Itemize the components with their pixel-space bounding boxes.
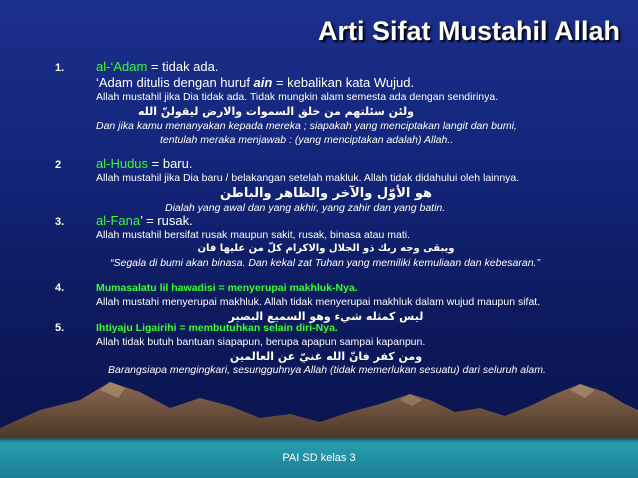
mumasalatu-arabic-verse: ليس كمثله شيء وهو السميع البصير (228, 310, 424, 323)
term-hudus: al-Hudus (96, 156, 149, 171)
item-heading-4: Mumasalatu lil hawadisi = menyerupai makhluk-Nya. (96, 282, 358, 294)
ihtiyaju-arabic-verse: ومن كفر فانّ الله غنيّ عن العالمين (229, 350, 423, 363)
ihtiyaju-translation: Barangsiapa mengingkari, sesungguhnya Allah (tidak memerlukan sesuatu) dari seluruh alam. (108, 364, 546, 376)
item-number-3: 3. (55, 216, 65, 228)
item-number-2: 2 (55, 159, 62, 171)
hudus-translation: Dialah yang awal dan yang akhir, yang zahir dan yang batin. (165, 202, 446, 214)
fana-translation: “Segala di bumi akan binasa. Dan kekal zat Tuhan yang memiliki kemuliaan dan kebesaran.” (110, 257, 540, 269)
ihtiyaju-description: Allah tidak butuh bantuan siapapun, berupa apapun sampai kapanpun. (96, 336, 426, 348)
item-number-4: 4. (55, 282, 65, 294)
adam-explanation-ain: ain (253, 75, 273, 90)
term-adam: al-‘Adam (96, 59, 148, 74)
hudus-description: Allah mustahil jika Dia baru / belakangan setelah makluk. Allah tidak didahului oleh lainnya. (96, 172, 520, 184)
slide-title: Arti Sifat Mustahil Allah (317, 16, 620, 46)
adam-translation-2: tentulah meraka menjawab : (yang menciptakan adalah) Allah.. (160, 134, 454, 146)
adam-arabic-verse: ولئن سئلتهم من خلق السموات والارض ليقولنّ الله (137, 105, 415, 118)
term-adam-meaning: = tidak ada. (147, 59, 219, 74)
term-fana: al-Fana (96, 213, 141, 228)
fana-arabic-verse: ويبقى وجه ربك ذو الجلال والاكرام كلّ من عليها فان (197, 243, 455, 254)
item-heading-2 (96, 156, 192, 171)
item-number-5: 5. (55, 322, 65, 334)
item-number-1: 1. (55, 62, 65, 74)
item-heading-5: Ihtiyaju Ligairihi = membutuhkan selain diri-Nya. (96, 322, 338, 334)
mumasalatu-description: Allah mustahi menyerupai makhluk. Allah tidak menyerupai makhluk dalam wujud maupun sifat. (96, 296, 541, 308)
fana-description: Allah mustahil bersifat rusak maupun sakit, rusak, binasa atau mati. (96, 229, 410, 241)
adam-explanation-c: = kebalikan kata Wujud. (272, 75, 415, 90)
adam-translation-1: Dan jika kamu menanyakan kepada mereka ; siapakah yang menciptakan langit dan bumi, (96, 120, 517, 132)
footer-label: PAI SD kelas 3 (282, 452, 356, 464)
adam-description: Allah mustahil jika Dia tidak ada. Tidak mungkin alam semesta ada dengan sendirinya. (96, 91, 499, 103)
adam-explanation-a: ‘Adam ditulis dengan huruf (96, 75, 254, 90)
hudus-arabic-verse: هو الأوّل والآخر والظاهر والباطن (219, 186, 433, 201)
term-hudus-meaning: = baru. (148, 156, 193, 171)
item-heading-1 (96, 59, 219, 74)
adam-explanation (96, 75, 414, 90)
item-heading-3 (96, 213, 193, 228)
term-fana-meaning: ’ = rusak. (140, 213, 193, 228)
